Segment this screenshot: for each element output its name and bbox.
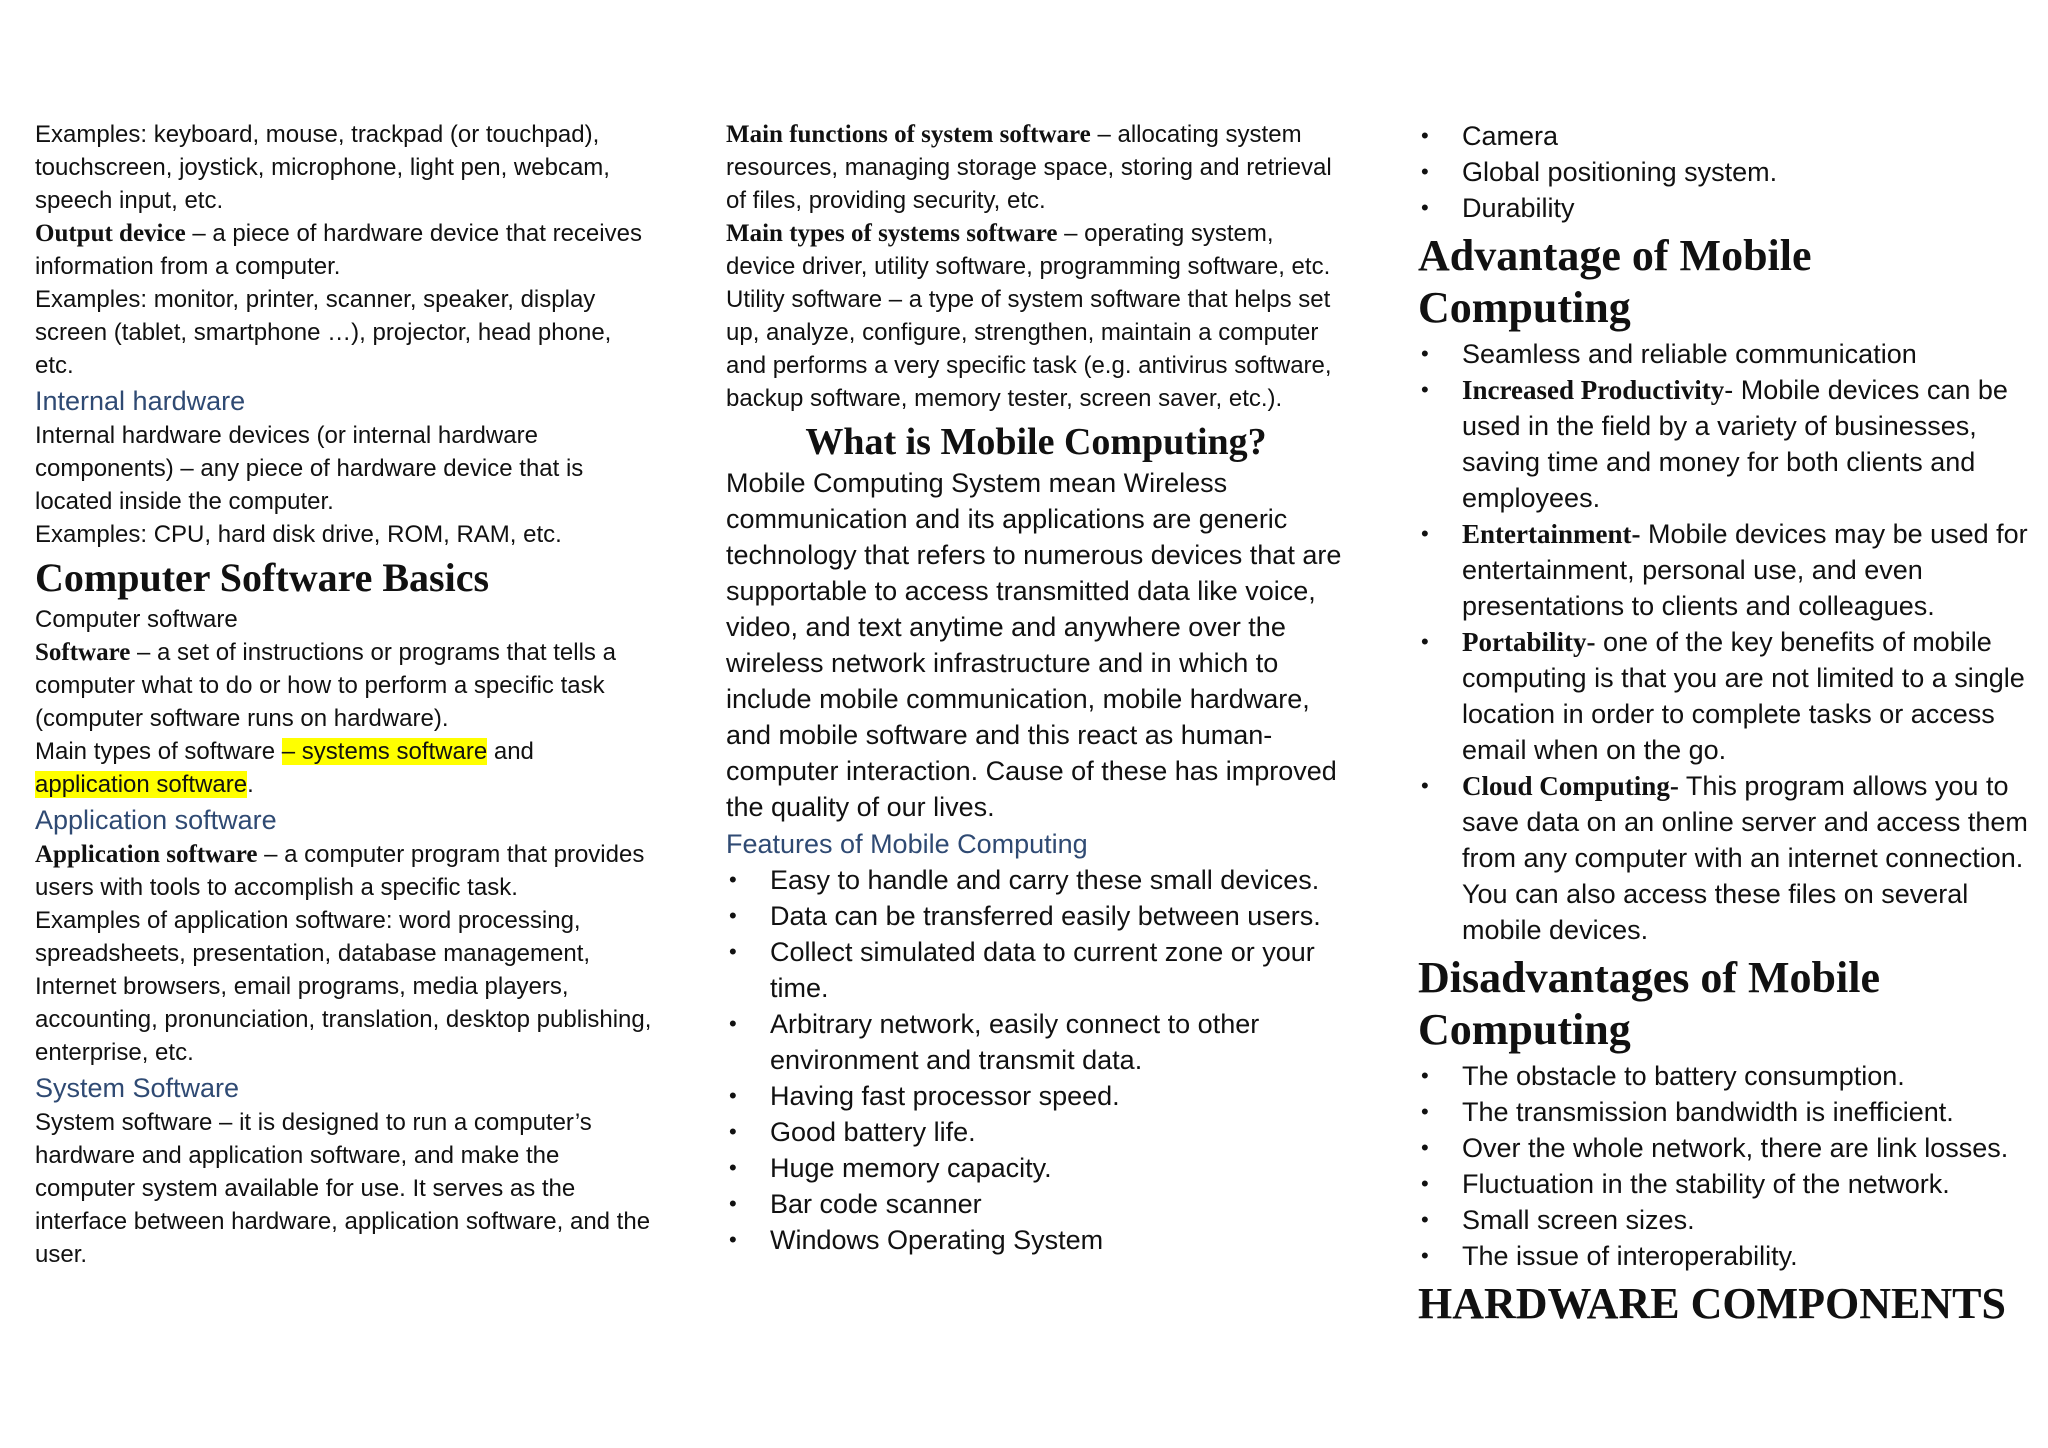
list-item bbox=[1418, 1202, 2028, 1238]
application-software-heading: Application software bbox=[35, 805, 277, 835]
feature-text: Huge memory capacity. bbox=[770, 1153, 1052, 1183]
advantage-text: Mobile devices may be used for entertainment, personal use, and even presentations to clients and colleagues. bbox=[1462, 519, 2028, 621]
bullet-icon: • bbox=[729, 1191, 737, 1216]
system-software-definition: System software – it is designed to run a computer’s hardware and application software, and make the computer system available for use. It serves as the interface between hardware, application software, and the user. bbox=[35, 1109, 651, 1268]
feature-text: Durability bbox=[1462, 193, 1575, 223]
features-list bbox=[726, 862, 1346, 1258]
list-item bbox=[726, 934, 1346, 1006]
bullet-icon: • bbox=[1421, 1063, 1429, 1088]
list-item bbox=[726, 1150, 1346, 1186]
bullet-icon: • bbox=[1421, 1135, 1429, 1160]
bullet-icon: • bbox=[1421, 1207, 1429, 1232]
feature-text: Data can be transferred easily between users. bbox=[770, 901, 1321, 931]
highlight-systems-software: – systems software bbox=[281, 738, 488, 765]
feature-text: Bar code scanner bbox=[770, 1189, 982, 1219]
bullet-icon: • bbox=[729, 1155, 737, 1180]
output-device-definition bbox=[35, 217, 655, 283]
feature-text: Arbitrary network, easily connect to other environment and transmit data. bbox=[770, 1009, 1260, 1075]
main-functions-term: Main functions of system software bbox=[726, 121, 1091, 148]
application-software-definition bbox=[35, 838, 655, 904]
application-software-term: Application software bbox=[35, 841, 258, 868]
column-left bbox=[35, 118, 655, 1271]
internal-hardware-examples: Examples: CPU, hard disk drive, ROM, RAM, etc. bbox=[35, 521, 562, 548]
bullet-icon: • bbox=[1421, 195, 1429, 220]
main-types-software bbox=[35, 735, 655, 801]
bullet-icon: • bbox=[729, 939, 737, 964]
list-item bbox=[1418, 1130, 2028, 1166]
advantage-title: Advantage of Mobile Computing bbox=[1418, 231, 1812, 332]
bullet-icon: • bbox=[1421, 1099, 1429, 1124]
feature-text: Easy to handle and carry these small devices. bbox=[770, 865, 1320, 895]
disadvantage-text: Small screen sizes. bbox=[1462, 1205, 1695, 1235]
list-item bbox=[1418, 1238, 2028, 1274]
features-heading: Features of Mobile Computing bbox=[726, 829, 1088, 859]
advantage-term: Entertainment- bbox=[1462, 519, 1641, 549]
application-software-examples: Examples of application software: word processing, spreadsheets, presentation, database management, Internet browsers, email programs, media players, accounting, pronunciation, translation, desktop publishing, enterprise, etc. bbox=[35, 907, 652, 1066]
feature-text: Global positioning system. bbox=[1462, 157, 1778, 187]
list-item bbox=[1418, 1094, 2028, 1130]
main-functions-text: – allocating system resources, managing storage space, storing and retrieval of files, providing security, etc. bbox=[726, 121, 1332, 214]
software-definition bbox=[35, 636, 655, 735]
bullet-icon: • bbox=[729, 1227, 737, 1252]
feature-text: Good battery life. bbox=[770, 1117, 976, 1147]
features-continued-list bbox=[1418, 118, 2028, 226]
list-item bbox=[1418, 516, 2028, 624]
list-item bbox=[1418, 118, 2028, 154]
column-right bbox=[1418, 118, 2028, 1332]
list-item bbox=[1418, 190, 2028, 226]
advantage-term: Cloud Computing- bbox=[1462, 771, 1679, 801]
bullet-icon: • bbox=[729, 1083, 737, 1108]
list-item bbox=[726, 1222, 1346, 1258]
list-item bbox=[726, 898, 1346, 934]
bullet-icon: • bbox=[1421, 159, 1429, 184]
bullet-icon: • bbox=[1421, 341, 1429, 366]
disadvantage-text: Fluctuation in the stability of the network. bbox=[1462, 1169, 1950, 1199]
list-item bbox=[1418, 624, 2028, 768]
utility-software-definition: Utility software – a type of system software that helps set up, analyze, configure, strengthen, maintain a computer and performs a very specific task (e.g. antivirus software, backup software, memory tester, screen saver, etc.). bbox=[726, 286, 1332, 412]
hardware-components-title: HARDWARE COMPONENTS bbox=[1418, 1279, 2006, 1328]
output-examples: Examples: monitor, printer, scanner, speaker, display screen (tablet, smartphone …), projector, head phone, etc. bbox=[35, 286, 612, 379]
disadvantage-text: Over the whole network, there are link losses. bbox=[1462, 1133, 2009, 1163]
advantage-term: Portability- bbox=[1462, 627, 1596, 657]
mobile-computing-title: What is Mobile Computing? bbox=[805, 421, 1267, 463]
advantage-text: Seamless and reliable communication bbox=[1462, 339, 1917, 369]
feature-text: Windows Operating System bbox=[770, 1225, 1104, 1255]
bullet-icon: • bbox=[1421, 773, 1429, 798]
main-types-systems-term: Main types of systems software bbox=[726, 220, 1058, 247]
main-types-systems-text: – operating system, device driver, utility software, programming software, etc. bbox=[726, 220, 1331, 280]
system-software-heading: System Software bbox=[35, 1073, 240, 1103]
list-item bbox=[726, 1078, 1346, 1114]
bullet-icon: • bbox=[729, 867, 737, 892]
column-middle bbox=[726, 118, 1346, 1258]
list-item bbox=[726, 1006, 1346, 1078]
bullet-icon: • bbox=[1421, 1243, 1429, 1268]
software-term: Software bbox=[35, 639, 131, 666]
bullet-icon: • bbox=[1421, 521, 1429, 546]
main-types-systems-software bbox=[726, 217, 1346, 283]
bullet-icon: • bbox=[1421, 1171, 1429, 1196]
advantage-text: one of the key benefits of mobile computing is that you are not limited to a single location in order to complete tasks or access email when on the go. bbox=[1462, 627, 2025, 765]
application-software-text: – a computer program that provides users with tools to accomplish a specific task. bbox=[35, 841, 645, 901]
main-types-and: and bbox=[487, 738, 534, 765]
list-item bbox=[1418, 372, 2028, 516]
internal-hardware-heading: Internal hardware bbox=[35, 386, 246, 416]
output-device-text: – a piece of hardware device that receives information from a computer. bbox=[35, 220, 642, 280]
disadvantage-text: The obstacle to battery consumption. bbox=[1462, 1061, 1905, 1091]
bullet-icon: • bbox=[729, 1011, 737, 1036]
advantage-text: - Mobile devices can be used in the field by a variety of businesses, saving time and money for both clients and employees. bbox=[1462, 375, 2008, 513]
bullet-icon: • bbox=[1421, 629, 1429, 654]
advantages-list bbox=[1418, 336, 2028, 948]
main-types-prefix: Main types of software bbox=[35, 738, 282, 765]
software-text: – a set of instructions or programs that tells a computer what to do or how to perform a specific task (computer software runs on hardware). bbox=[35, 639, 616, 732]
list-item bbox=[1418, 768, 2028, 948]
advantage-text: This program allows you to save data on an online server and access them from any computer with an internet connection. You can also access these files on several mobile devices. bbox=[1462, 771, 2028, 945]
list-item bbox=[726, 1186, 1346, 1222]
list-item bbox=[1418, 1166, 2028, 1202]
list-item bbox=[1418, 1058, 2028, 1094]
main-functions-system-software bbox=[726, 118, 1346, 217]
bullet-icon: • bbox=[1421, 123, 1429, 148]
main-types-end: . bbox=[247, 771, 254, 798]
disadvantage-title: Disadvantages of Mobile Computing bbox=[1418, 953, 1880, 1054]
bullet-icon: • bbox=[729, 1119, 737, 1144]
disadvantage-text: The transmission bandwidth is inefficient. bbox=[1462, 1097, 1954, 1127]
list-item bbox=[1418, 154, 2028, 190]
feature-text: Collect simulated data to current zone or your time. bbox=[770, 937, 1315, 1003]
advantage-term: Increased Productivity bbox=[1462, 375, 1725, 405]
software-basics-title: Computer Software Basics bbox=[35, 555, 490, 600]
bullet-icon: • bbox=[1421, 377, 1429, 402]
list-item bbox=[726, 1114, 1346, 1150]
mobile-computing-paragraph: Mobile Computing System mean Wireless communication and its applications are generic technology that refers to numerous devices that are supportable to access transmitted data like voice, video, and text anytime and anywhere over the wireless network infrastructure and in which to include mobile communication, mobile hardware, and mobile software and this react as human-computer interaction. Cause of these has improved the quality of our lives. bbox=[726, 468, 1342, 822]
input-examples: Examples: keyboard, mouse, trackpad (or touchpad), touchscreen, joystick, microphone, light pen, webcam, speech input, etc. bbox=[35, 121, 610, 214]
bullet-icon: • bbox=[729, 903, 737, 928]
disadvantage-text: The issue of interoperability. bbox=[1462, 1241, 1798, 1271]
list-item bbox=[726, 862, 1346, 898]
list-item bbox=[1418, 336, 2028, 372]
feature-text: Camera bbox=[1462, 121, 1559, 151]
feature-text: Having fast processor speed. bbox=[770, 1081, 1120, 1111]
disadvantages-list bbox=[1418, 1058, 2028, 1274]
output-device-term: Output device bbox=[35, 220, 186, 247]
internal-hardware-definition: Internal hardware devices (or internal hardware components) – any piece of hardware device that is located inside the computer. bbox=[35, 422, 584, 515]
software-subtitle: Computer software bbox=[35, 606, 238, 633]
highlight-application-software: application software bbox=[35, 771, 248, 798]
